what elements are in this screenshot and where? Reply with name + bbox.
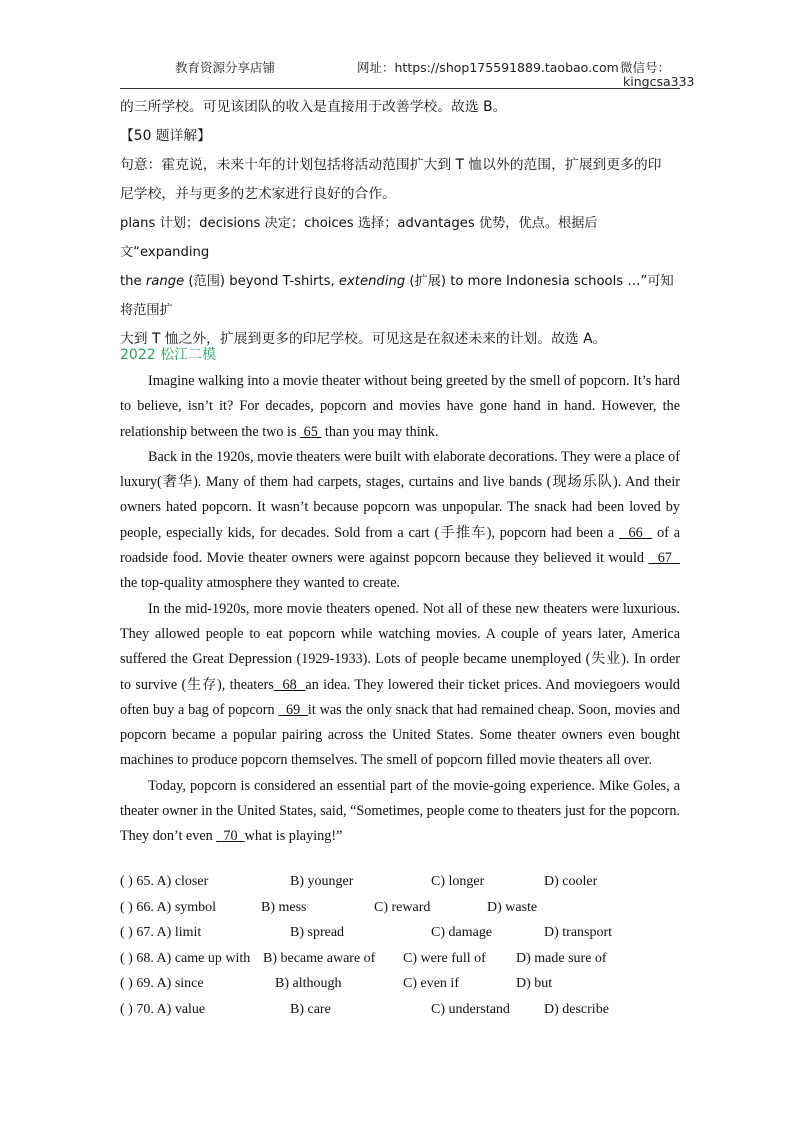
option-c: C) longer — [431, 874, 485, 889]
option-d: D) waste — [487, 899, 538, 915]
option-a: ( ) 67. A) limit — [120, 925, 202, 941]
explanation-line: 的三所学校。可见该团队的收入是直接用于改善学校。故选 B。 — [120, 99, 507, 115]
option-row-70 — [120, 1002, 680, 1028]
reading-passage — [120, 369, 680, 850]
option-row-65 — [120, 874, 680, 900]
option-row-68 — [120, 951, 680, 977]
option-a: ( ) 69. A) since — [120, 976, 204, 992]
option-c: C) understand — [431, 1001, 510, 1017]
option-d: D) cooler — [544, 874, 598, 889]
option-row-69 — [120, 976, 680, 1002]
option-d: D) describe — [544, 1001, 609, 1017]
option-b: B) care — [290, 1001, 331, 1017]
option-d: D) transport — [544, 925, 613, 941]
option-b: B) became aware of — [263, 950, 376, 966]
option-b: B) younger — [290, 874, 354, 889]
blank-67: 67 — [648, 550, 680, 567]
option-b: B) although — [275, 976, 342, 992]
blank-65: 65 — [300, 423, 322, 440]
blank-70: 70 — [216, 828, 245, 845]
option-c: C) were full of — [403, 950, 486, 966]
options-list — [120, 874, 680, 1028]
blank-69: 69 — [278, 701, 308, 718]
option-c: C) reward — [374, 899, 431, 915]
option-a: ( ) 70. A) value — [120, 1001, 206, 1017]
option-a: ( ) 66. A) symbol — [120, 899, 217, 915]
option-b: B) mess — [261, 899, 307, 915]
explanation-line: plans 计划；decisions 决定；choices 选择；advantages 优势，优点。根据后文“expanding — [120, 216, 598, 260]
explanation-line: 大到 T 恤之外，扩展到更多的印尼学校。可见这是在叙述未来的计划。故选 A。 — [120, 331, 607, 347]
option-b: B) spread — [290, 925, 345, 941]
option-c: C) even if — [403, 976, 459, 992]
option-d: D) but — [516, 976, 553, 992]
passage-paragraph: In the mid-1920s, more movie theaters opened. Not all of these new theaters were luxurious. They allowed people to eat popcorn while watching movies. A couple of years later, America suffered the Great Depression (1929-1933). Lots of people became unemployed (失业). In order to survive (生存), theaters 68 an idea. They lowered their ticket prices. And moviegoers would often buy a bag of popcorn 69 it was the only snack that had remained cheap. Soon, movies and popcorn became a popular pairing across the United States. Some theater owners even bought machines to produce popcorn themselves. The smell of popcorn filled movie theaters all over. — [120, 600, 680, 769]
wechat-label: 微信号： — [620, 60, 671, 75]
section-title: 2022 松江二模 — [120, 347, 217, 363]
explanation-line: the range (范围) beyond T-shirts, extending (扩展) to more Indonesia schools …”可知将范围扩 — [120, 274, 674, 318]
q50-title: 【50 题详解】 — [120, 128, 211, 144]
blank-68: 68 — [273, 676, 306, 693]
shop-name: 教育资源分享店铺 — [175, 60, 276, 75]
option-a: ( ) 68. A) came up with — [120, 950, 251, 966]
passage-paragraph: Today, popcorn is considered an essential part of the movie-going experience. Mike Goles, a theater owner in the United States, said, “Sometimes, people come to theaters just for the popcorn. They don’t even 70 what is playing!” — [120, 777, 680, 845]
explanation-line: 尼学校，并与更多的艺术家进行良好的合作。 — [120, 186, 396, 202]
option-d: D) made sure of — [516, 950, 607, 966]
option-row-67 — [120, 925, 680, 951]
option-a: ( ) 65. A) closer — [120, 874, 209, 889]
wechat-id: kingcsa333 — [623, 74, 695, 89]
option-row-66 — [120, 900, 680, 926]
explanation-block — [120, 93, 682, 354]
page-header — [120, 56, 695, 90]
passage-paragraph: Imagine walking into a movie theater without being greeted by the smell of popcorn. It’s hard to believe, isn’t it? For decades, popcorn and movies have gone hand in hand. However, the relationship between the two is 65 than you may think. — [120, 373, 680, 440]
explanation-line: 句意：霍克说，未来十年的计划包括将活动范围扩大到 T 恤以外的范围，扩展到更多的印 — [120, 157, 662, 173]
shop-url: 网址：https://shop175591889.taobao.com — [357, 60, 619, 75]
blank-66: 66 — [618, 524, 653, 541]
header-divider — [120, 88, 680, 89]
option-c: C) damage — [431, 925, 493, 941]
passage-paragraph: Back in the 1920s, movie theaters were built with elaborate decorations. They were a place of luxury(奢华). Many of them had carpets, stages, curtains and live bands (现场乐队). And their owners hated popcorn. It wasn’t because popcorn was unpopular. The snack had been loved by people, especially kids, for decades. Sold from a cart (手推车), popcorn had been a 66 of a roadside food. Movie theater owners were against popcorn because they believed it would 67 the top-quality atmosphere they wanted to create. — [120, 448, 680, 592]
